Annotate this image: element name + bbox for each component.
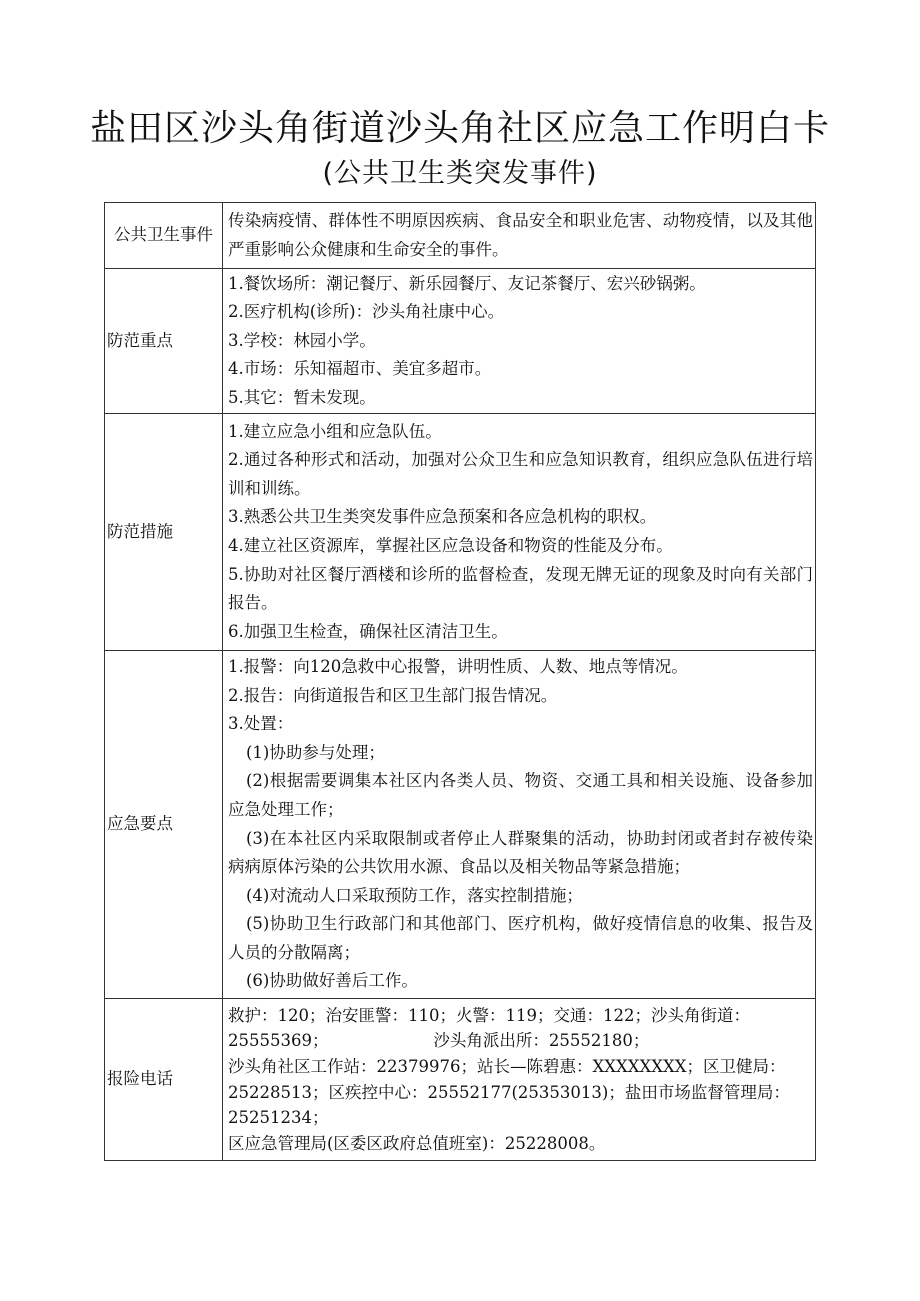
list-item: 4.建立社区资源库，掌握社区应急设备和物资的性能及分布。 [228, 536, 673, 555]
list-item: (1)协助参与处理； [246, 742, 385, 762]
list-item: 3.学校：林园小学。 [228, 330, 376, 350]
row-content-event: 传染病疫情、群体性不明原因疾病、食品安全和职业危害、动物疫情，以及其他严重影响公众健康和生命安全的事件。 [223, 203, 816, 269]
page-subtitle: (公共卫生类突发事件) [322, 158, 598, 189]
phone-line: 区应急管理局(区委区政府总值班室)：25228008。 [228, 1133, 606, 1153]
list-item: 5.协助对社区餐厅酒楼和诊所的监督检查，发现无牌无证的现象及时向有关部门报告。 [228, 564, 813, 613]
list-item: 1.建立应急小组和应急队伍。 [228, 421, 442, 441]
list-item: 2.医疗机构(诊所)：沙头角社康中心。 [228, 302, 505, 322]
row-content-measures [223, 414, 816, 651]
phone-line: 25555369； 沙头角派出所：25552180； [228, 1031, 650, 1051]
table-row-event [105, 203, 816, 269]
phone-line: 沙头角社区工作站：22379976；站长—陈碧惠：XXXXXXXX；区卫健局： [228, 1056, 786, 1076]
row-label-response: 应急要点 [105, 651, 223, 999]
list-item: 2.通过各种形式和活动，加强对公众卫生和应急知识教育，组织应急队伍进行培训和训练。 [228, 450, 813, 498]
list-item: 3.处置： [228, 714, 294, 734]
row-label-focus: 防范重点 [105, 269, 223, 414]
list-item: (6)协助做好善后工作。 [246, 971, 418, 991]
row-content-response [223, 651, 816, 999]
row-content-phones [223, 999, 816, 1161]
table-row-response [105, 651, 816, 999]
table-row-focus [105, 269, 816, 414]
info-card-table [104, 202, 816, 1161]
list-item: 3.熟悉公共卫生类突发事件应急预案和各应急机构的职权。 [228, 507, 657, 527]
list-item: 6.加强卫生检查，确保社区清洁卫生。 [228, 621, 508, 641]
phone-line: 救护：120；治安匪警：110；火警：119；交通：122；沙头角街道： [228, 1005, 750, 1025]
page-title: 盐田区沙头角街道沙头角社区应急工作明白卡 [89, 108, 830, 149]
table-row-measures [105, 414, 816, 651]
phone-line: 25251234； [228, 1108, 329, 1128]
list-item: 1.报警：向120急救中心报警，讲明性质、人数、地点等情况。 [228, 656, 688, 676]
row-label-measures: 防范措施 [105, 414, 223, 651]
row-label-phones: 报险电话 [105, 999, 223, 1161]
list-item: (3)在本社区内采取限制或者停止人群聚集的活动，协助封闭或者封存被传染病病原体污染的公共饮用水源、食品以及相关物品等紧急措施； [228, 828, 813, 877]
list-item: 5.其它：暂未发现。 [228, 387, 376, 407]
row-content-focus [223, 269, 816, 414]
table-row-phones [105, 999, 816, 1161]
row-label-event: 公共卫生事件 [105, 203, 223, 269]
list-item: (4)对流动人口采取预防工作，落实控制措施； [246, 885, 583, 905]
list-item: (2)根据需要调集本社区内各类人员、物资、交通工具和相关设施、设备参加应急处理工作； [228, 771, 813, 819]
list-item: 1.餐饮场所：潮记餐厅、新乐园餐厅、友记茶餐厅、宏兴砂锅粥。 [228, 273, 706, 293]
list-item: 4.市场：乐知福超市、美宜多超市。 [228, 359, 492, 379]
list-item: (5)协助卫生行政部门和其他部门、医疗机构，做好疫情信息的收集、报告及人员的分散隔离； [228, 914, 813, 962]
phone-line: 25228513；区疾控中心：25552177(25353013)；盐田市场监督管理局： [228, 1082, 790, 1102]
list-item: 2.报告：向街道报告和区卫生部门报告情况。 [228, 685, 558, 705]
